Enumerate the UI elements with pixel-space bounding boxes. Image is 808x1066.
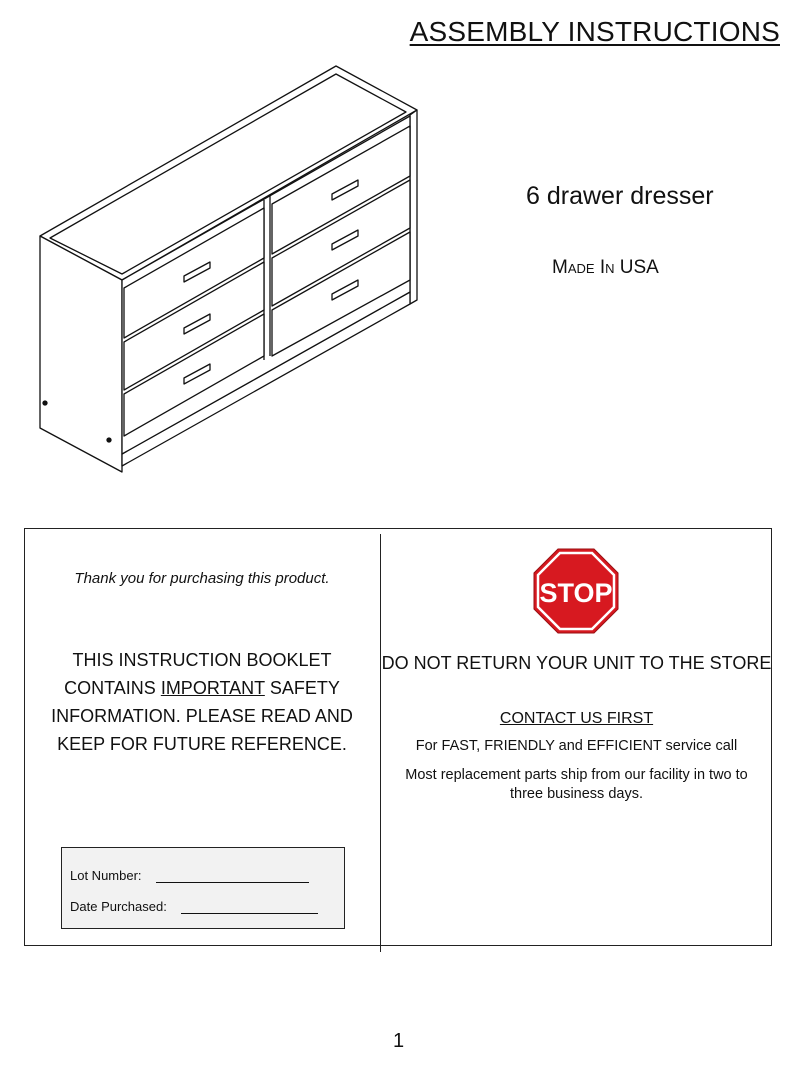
- service-call-text: For FAST, FRIENDLY and EFFICIENT service call: [415, 738, 738, 754]
- lot-number-label: Lot Number:: [70, 868, 142, 883]
- do-not-return-text: DO NOT RETURN YOUR UNIT TO THE STORE: [381, 653, 772, 673]
- page-number: 1: [393, 1030, 405, 1052]
- warning-text-2: SAFETY INFORMATION. PLEASE READ AND KEEP FOR FUTURE REFERENCE.: [51, 678, 353, 754]
- shipping-text: Most replacement parts ship from our facility in two to three business days.: [405, 767, 748, 802]
- stop-sign-icon: [533, 548, 619, 634]
- product-name: 6 drawer dresser: [526, 182, 714, 210]
- contact-us-link[interactable]: CONTACT US FIRST: [499, 710, 654, 727]
- safety-warning: [34, 646, 370, 758]
- date-purchased-row: [70, 899, 318, 914]
- lot-info-box: [61, 847, 345, 929]
- warning-text-1: THIS INSTRUCTION BOOKLET CONTAINS: [64, 650, 332, 698]
- warning-emphasis: IMPORTANT: [160, 678, 265, 698]
- origin-label: Made In USA: [552, 257, 659, 278]
- date-purchased-line[interactable]: [181, 901, 318, 914]
- page-title: ASSEMBLY INSTRUCTIONS: [409, 16, 780, 47]
- lot-number-row: [70, 868, 309, 883]
- stop-sign-text: STOP: [539, 578, 613, 608]
- date-purchased-label: Date Purchased:: [70, 899, 167, 914]
- dresser-illustration: [30, 60, 430, 480]
- thank-you-text: Thank you for purchasing this product.: [74, 570, 330, 587]
- lot-number-line[interactable]: [156, 870, 309, 883]
